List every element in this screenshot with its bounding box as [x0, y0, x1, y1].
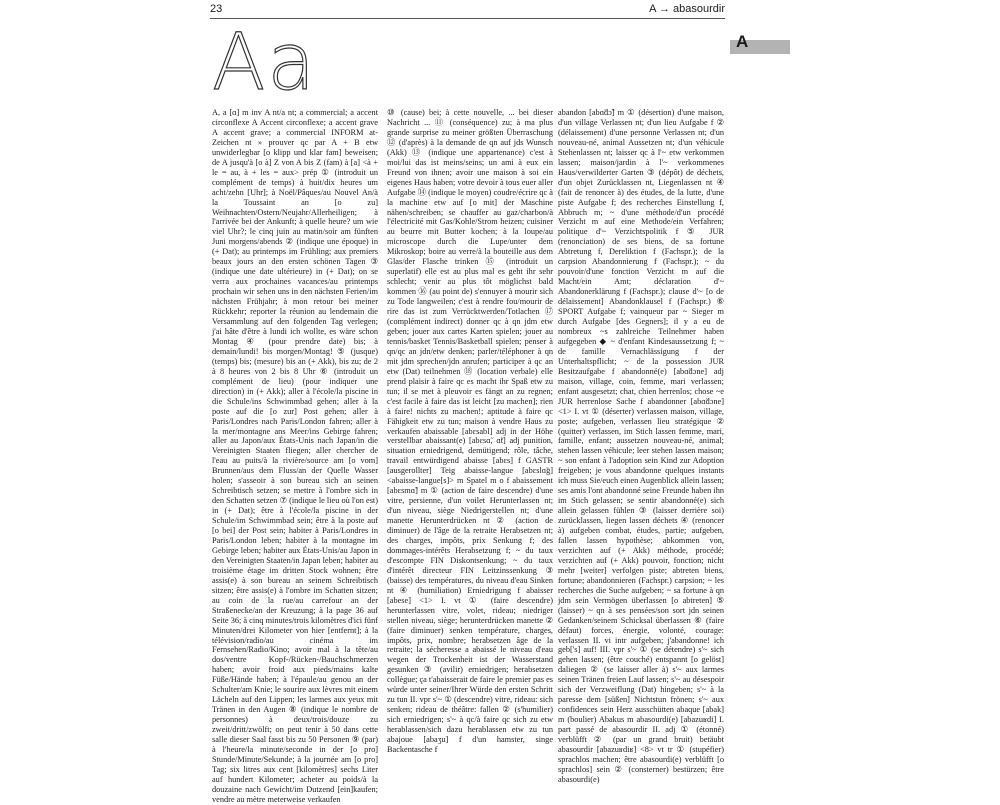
entry-text: ⑩ (cause) bei; à cette nouvelle, ... bei dieser Nachricht ... ⑪ (conséquence) zu; à ma plus grande surprise zu meiner größten Überraschung ⑫ (d'après) à la demande de qn auf jds Wunsch (Akk) ⑬ (indique une appartenance) c'est à moi/lui das ist meins/seins; un ami à eux ein Freund von ihnen; avoir une maison à soi ein eigenes Haus haben; votre devoir à tous euer aller Aufgabe ⑭ (indique le moyen) coudre/écrire qc à la machine etw auf [o mit] der Maschine nähen/schreiben; se chauffer au gaz/charbon/à l'électricité mit Gas/Kohle/Strom heizen; cuisiner au beurre mit Butter kochen; à la loupe/au microscope durch die Lupe/unter dem Mikroskop; boire au verre/à la bouteille aus dem Glas/der Flasche trinken ⑮ (introduit un superlatif) elle est au plus mal es geht ihr sehr schlecht; venir au plus tôt möglichst bald kommen ⑯ (au point de) s'ennuyer à mourir sich zu Tode langweilen; c'est à rendre fou/mourir de rire das ist zum Verrücktwerden/Totlachen ⑰ (complément indirect) donner qc à qn jdm etw geben; jouer aux cartes Karten spielen; jouer au tennis/basket Tennis/Basketball spielen; penser à qn/qc an jdn/etw denken; parler/téléphoner à qn mit jdm sprechen/jdn anrufen; participer à qc an etw (Dat) teilnehmen ⑱ (location verbale) elle prend plaisir à faire qc es macht ihr Spaß etw zu tun; il se met à pleuvoir es fängt an zu regnen; c'est facile à faire das ist leicht [zu machen]; rien à faire! nichts zu machen!; aptitude à faire qc Fähigkeit etw zu tun; maison à vendre Haus zu verkaufen abaissable [abɛsabl] adj in der Höhe verstellbar abaissant(e) [abɛsɑ̃, ɑ̃t] adj punition, situation erniedrigend, demütigend; rôle, tâche, travail entwürdigend abaisse [abɛs] f GASTR [ausgerollter] Teig abaisse-langue [abɛslɑ̃g] <abaisse-langue[s]> m Spatel m o f abaissement [abɛsmɑ̃] m ① (action de faire descendre) d'une vitre, persienne, d'un voilet Herunterlassen nt; d'un niveau, siège Niedrigerstellen nt; d'une manette Herunterdrücken nt ② (action de diminuer) de l'âge de la retraite Herabsetzen nt; des charges, impôts, prix Senkung f; des dommages-intérêts Herabsetzung f; ~ du taux d'escompte FIN Diskontsenkung; ~ du taux d'intérêt directeur FIN Leitzinssenkung ③ (baisse) des températures, du niveau d'eau Sinken nt ④ (humiliation) Erniedrigung f abaisser [abese] <1> I. vt ① (faire descendre) herunterlassen vitre, volet, rideau; niedriger stellen niveau, siège; herunterdrücken manette ② (faire diminuer) senken température, charges, impôts, prix, nombre; herabsetzen âge de la retraite; la sécheresse a abaissé le niveau d'eau wegen der Trockenheit ist der Wasserstand gesunken ③ (avilir) erniedrigen; herabsetzen collègue; ça t'abaisserait de faire le premier pas es würde unter seiner/Ihrer Würde den ersten Schritt zu tun II. vpr s'~ ① (descendre) vitre, rideau: sich senken; rideau de théâtre: fallen ② (s'humilier) sich erniedrigen; s'~ à qc/à faire qc sich zu etw herablassen/sich dazu herablassen etw zu tun abajoue [abaʒu] f d'un hamster, singe Backentasche f [387, 108, 553, 754]
entry-text: A, a [ɑ] m inv A nt/a nt; a commercial; a accent circonflexe A Accent circonflexe; a accent grave A accent grave; a commercial INFORM at-Zeichen nt » prouver qc par A + B etw unwiderlegbar [o klipp und klar fam] beweisen; de A jusqu'à [o à] Z von A bis Z (fam) à [a] <à + le = au, à + les = aux> prép ① (introduit un complément de temps) à huit/dix heures um acht/zehn [Uhr]; à Noël/Pâques/au Nouvel An/à la Toussaint an [o zu] Weihnachten/Ostern/Neujahr/Allerheiligen; à l'arrivée bei der Ankunft; à quelle heure? um wie viel Uhr?; le cinq juin au matin/soir am fünften Juni morgens/abends ② (indique une époque) in (+ Dat); au printemps im Frühling; aux premiers beaux jours an den ersten schönen Tagen ③ (indique une date ultérieure) in (+ Dat); on se verra aux prochaines vacances/au printemps prochain wir sehen uns in den nächsten Ferien/im nächsten Frühjahr; à mon retour bei meiner Rückkehr; reporter la réunion au lendemain die Versammlung auf den folgenden Tag verlegen; j'ai hâte d'être à lundi ich wollte, es wäre schon Montag ④ (pour prendre date) bis; à demain/lundi! bis morgen/Montag! ⑤ (jusque) (temps) bis; (mesure) bis an (+ Akk), bis zu; de 2 à 8 heures von 2 bis 8 Uhr ⑥ (introduit un complément de lieu) (pour indiquer une direction) in (+ Akk); aller à l'école/la piscine in die Schule/ins Schwimmbad gehen; aller à la poste auf die [o zur] Post gehen; aller à Paris/Londres nach Paris/London fahren; aller à la mer/montagne ans Meer/ins Gebirge fahren; aller au Japon/aux États-Unis nach Japan/in die Vereinigten Staaten fliegen; aller chercher de l'eau au puits/à la rivière/source am [o vom] Brunnen/aus dem Fluss/an der Quelle Wasser holen; s'asseoir à son bureau sich an seinen Schreibtisch setzen; se mettre à l'ombre sich in den Schatten setzen ⑦ (indique le lieu où l'on est) in (+ Dat); être à l'école/la piscine in der Schule/im Schwimmbad sein; être à la poste auf [o bei] der Post sein; habiter à Paris/Londres in Paris/London leben; habiter à la montagne im Gebirge leben; habiter aux États-Unis/au Japon in den Vereinigten Staaten/in Japan leben; habiter au troisième étage im dritten Stock wohnen; être assis(e) à son bureau an seinem Schreibtisch sitzen; être assis(e) à l'ombre im Schatten sitzen; au coin de la rue/au carrefour an der Straßenecke/an der Kreuzung; à la page 36 auf Seite 36; à cinq minutes/trois kilomètres d'ici fünf Minuten/drei Kilometer von hier [entfernt]; à la télévision/radio/au cinéma im Fernsehen/Radio/Kino; avoir mal à la tête/au dos/ventre Kopf-/Rücken-/Bauchschmerzen haben; avoir froid aux pieds/mains kalte Füße/Hände haben; à l'épaule/au genou an der Schulter/am Knie; le sourire aux lèvres mit einem Lächeln auf den Lippen; les larmes aux yeux mit Tränen in den Augen ⑧ (indique le nombre de personnes) à deux/trois/douze zu zweit/dritt/zwölft; on peut tenir à 50 dans cette salle dieser Saal fasst bis zu 50 Personen ⑨ (par) à l'heure/la minute/seconde in der [o pro] Stunde/Minute/Sekunde; à la journée am [o pro] Tag; six litres aux cent [kilomètres] sechs Liter auf hundert Kilometer; acheter au poids/à la douzaine nach Gewicht/im Dutzend [ein]kaufen; vendre au mètre meterweise verkaufen [212, 108, 378, 804]
dictionary-column-2 [387, 108, 553, 798]
dictionary-column-1 [212, 108, 378, 804]
page-number: 23 [210, 3, 223, 15]
entry-text: abandon [abɑ̃dɔ̃] m ① (désertion) d'une maison, d'un village Verlassen nt; d'un lieu Aufgabe f ② (délaissement) d'une personne Verlassen nt; d'un nouveau-né, animal Aussetzen nt; d'un véhicule Stehenlassen nt; laisser qc à l'~ etw verkommen lassen; maison/jardin à l'~ verkommenes Haus/verwilderter Garten ③ (dépôt) de déchets, d'un objet Zurücklassen nt, Liegenlassen nt ④ (fait de renoncer à) des études, de la lutte, d'une piste Aufgabe f; des recherches Einstellung f, Abbruch m; ~ d'une méthode/d'un procédé Verzicht m auf eine Methode/ein Verfahren; politique d'~ Verzichtspolitik f ⑤ JUR (renonciation) de ses biens, de sa fortune Abtretung f, Dereliktion f (Fachspr.); de la carpsion Abandonnierung f (Fachspr.); ~ du pouvoir/d'une fonction Verzicht m auf die Macht/ein Amt; déclaration d'~ Abandonerklärung f (Fachspr.); clause d'~ [o de délaissement] Abandonklausel f (Fachspr.) ⑥ SPORT Aufgabe f; vainqueur par ~ Sieger m durch Aufgabe [des Gegners]; il y a eu de nombreux ~s zahlreiche Teilnehmer haben aufgegeben ◆ ~ d'enfant Kindesaussetzung f; ~ de famille Vernachlässigung f der Unterhaltspflicht; ~ de la possession JUR Besitzaufgabe f abandonné(e) [abɑ̃dɔne] adj maison, village, coin, femme, mari verlassen; enfant ausgesetzt; chat, chien herrenlos; chose ~e JUR herrenlose Sache f abandonner [abɑ̃dɔne] <1> I. vt ① (déserter) verlassen maison, village, poste; aufgeben, verlassen lieu stratégique ② (quitter) verlassen, im Stich lassen femme, mari, famille, enfant; aussetzen nouveau-né, animal; stehen lassen véhicule; leer stehen lassen maison; ~ son enfant à l'adoption sein Kind zur Adoption freigeben; je vous abandonne quelques instants ich muss Sie/euch einen Augenblick allein lassen; ses amis l'ont abandonné seine Freunde haben ihn im Stich gelassen; se sentir abandonné(e) sich allein gelassen fühlen ③ (laisser derrière soi) zurücklassen, liegen lassen déchets ④ (renoncer à) aufgeben combat, études, partie; aufgeben, fallen lassen hypothèse; abkommen von, verzichten auf (+ Akk) méthode, procédé; verzichten auf (+ Akk) pouvoir, fonction; nicht mehr [weiter] verfolgen piste; abtreten biens, fortune; abandonnieren (Fachspr.) carpsion; ~ les recherches die Suche aufgeben; ~ sa fortune à qn jdm sein Vermögen überlassen [o abtreten] ⑤ (laisser) ~ qn à ses pensées/son sort jdn seinen Gedanken/seinem Schicksal überlassen ⑥ (faire défaut) forces, énergie, volonté, courage: verlassen II. vi intr aufgeben; j'abandonne! ich geb['s] auf! III. vpr s'~ ① (se détendre) s'~ sich gehen lassen; (être couché) entspannt [o gelöst] daliegen ② (se laisser aller à) s'~ aux larmes seinen Tränen freien Lauf lassen; s'~ au désespoir sich der Verzweiflung (Dat) hingeben; s'~ à la paresse dem [süßen] Nichtstun frönen; s'~ aux confidences sein Herz ausschütten abaque [abak] m (boulier) Abakus m abasourdi(e) [abazuʁdi] I. part passé de abasourdir II. adj ① (étonné) verblüfft ② (par un grand bruit) betäubt abasourdir [abazuʁdiʁ] <8> vt tr ① (stupéfier) sprachlos machen; être abasourdi(e) verblüfft [o sprachlos] sein ② (consterner) bestürzen; être abasourdi(e) [558, 108, 724, 784]
thumb-index-tab [730, 32, 790, 54]
running-head: A → abasourdir [649, 3, 725, 15]
thumb-index-letter: A [736, 32, 749, 51]
running-header [210, 0, 725, 19]
dictionary-column-3 [558, 108, 724, 798]
section-letter: Aa [212, 18, 318, 108]
